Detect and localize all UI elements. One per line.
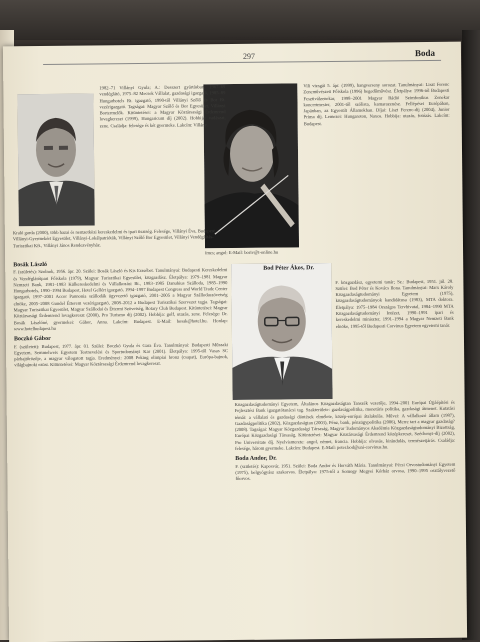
- desk-background: [0, 0, 480, 40]
- photo-caption-middle: ímes; angol: E-Mail: boriv@t-online.hu: [205, 249, 301, 255]
- text-column-right: [233, 260, 457, 634]
- photo-caption-left: Kraló garda (2000), több hazai és nemzetközi kereskedelmi és ipari tisztség. Felesége, Villányi Éva, Budapest ... Villányi-Gyermekért Egyesület, Villányi-Lokálpatrióták, Villányi Szőlő Bor Egyesület, Villányi Vendéglátás-Turisztikai Kft., Villányi János Rendezvényház.: [13, 228, 223, 249]
- entry-text: F. közgazdász, egyetemi tanár; Sz.: Budapest, 1951. júl. 28. Szülei: Bod Péter és Kovács Ilona. Tanulmányai: Marx Károly Közgazdaságtudományi Egyetem (1975), közgazdaságtudományok kandidátusa (1983), MTA doktora. Életpálya: 1975–1984 Országos Tervhivatal, 1984–1990 MTA Közgazdaságtudományi Intézet, 1990–1991 ipari és kereskedelmi miniszter, 1991–1994 a Magyar Nemzeti Bank elnöke, 1995-től Budapesti Corvinus Egyetem egyetemi tanár.: [335, 278, 454, 330]
- entry-text: F. (született): Budapest, 1977. ápr. 01. Szülei: Boczkó Gyula és Gara Éva. Tanulmányai: Budapesti Műszaki Egyetem, Semmelweis Egyetem Testnevelési és Sportudományi Kar (2001). Életpálya: 1995-től Vasas SC párbajtőrözője, a magyar válogatott tagja. Eredményei: 2008 Peking olimpiai bronz (csapat), Európa-bajnok, világbajnoki ezüst. Kitüntetései: Magyar Köztársasági Érdemrend lovagkereszt.: [14, 342, 228, 369]
- portrait-photo-1: [17, 93, 94, 226]
- entry-text: 1982–71 Villányi Gyula; A.: Desszert gyártásban, 1967–69 vendéglátó, 1975–82 Mecsek Vállalat, gazdasági igazgató, 1985–89 Hungarhotels Rt. igazgató, 1990-től Villányi Szőlő és Bor Rt. vezérigazgató. Tagságai: Magyar Szőlő és Bor Egyesület, Villányi Bortermelők. Kitüntetései: a Magyar Köztársasági Érdemrend lovagkereszt (1999), Hungaricum díj (2002). Hobbija: vadászat, zene. Családja: felesége és két gyermeke. Lakcím: Villány.: [99, 84, 225, 129]
- text-column-left: [13, 256, 231, 638]
- entry-text: Vili vizsgái 5. ápr. (1999), hangverseny sorozat. Tanulmányai: Liszt Ferenc Zeneművészeti Főiskola (1996) hegedűművész. Életpálya: 1996-tól Budapesti Fesztiválzenekar, 1998–2001 Magyar Rádió Szimfonikus Zenekar koncertmester, 2001-től szólista, kamarazenész. Fellépései Európában, Japánban, az Egyesült Államokban. Díjai: Liszt Ferenc-díj (2004), Junior Prima díj. Lemezei: Hungaroton, Naxos. Hobbija: utazás, fotózás. Lakcím: Budapest.: [303, 82, 449, 128]
- entry-text: F. (születés): Szolnok, 1956. ápr. 20. Szülei: Bosák László és Kis Erzsébet. Tanulmányai: Budapesti Kereskedelmi és Vendéglátóipari Főiskola (1979), Magyar Turisztikai Egyesület, közgazdász. Életpálya: 1979–1981 Magyar Nemzeti Bank, 1981–1983 Külkereskedelmi és Vállalkozási Rt., 1983–1985 Danubius Szálloda, 1985–1990 Hungarhotels, 1990–1994 Budapest, Hotel Gellért igazgató, 1994–1997 Budapest Congress and World Trade Center igazgató, 1997–2001 Accor Pannonia szállodák ügyvezető igazgató, 2001–2005 a Magyar Szállodaszövetség elnöke, 2005–2008 Gundel Étterem vezérigazgató, 2008–2012 a Budapest Turisztikai Szervezet tagja. Tagságai: Magyar Turisztikai Egyesület, Magyar Szállodai és Éttermi Szövetség, Rotary Club Budapest. Kitüntetései: Magyar Köztársasági Érdemrend lovagkereszt (2000), Pro Turismo díj (2002). Hobbija: golf, utazás, zene. Felesége: Dr. Bosák Lászlóné, gyermekei: Gábor, Anna. Lakcím: Budapest. E-Mail: bosak@hotel.hu. Honlap: www.hotelbudapest.hu: [13, 267, 228, 332]
- entry-heading: Boczkó Gábor: [14, 334, 228, 343]
- entry-heading: Bosák László: [13, 260, 227, 269]
- text-column-top-right: [303, 82, 451, 254]
- book-page: [3, 42, 467, 642]
- entry-text: Közgazdaságtudományi Egyetem, Általános Közgazdaságtan Tanszék vezetője, 1994–2001 Európai Újjáépítési és Fejlesztési Bank igazgatótanácsi tag. Szakterülete: gazdaságpolitika, monetáris politika, gazdasági átmenet. Kutatási témái: a vállalati és gazdasági döntések elmélete, közép-európai átalakulás. Művei: A vállalkozó állam (1987), Gazdaságpolitika (2002), Közgazdaságtan (2003), Pénz, bank, pénzügypolitika (2006), Merre tart a magyar gazdaság? (2008). Tagságai: Magyar Közgazdasági Társaság, Magyar Tudományos Akadémia Közgazdaságtudományi Bizottság, Európai Közgazdasági Társaság. Kitüntetései: Magyar Köztársasági Érdemrend középkereszt, Széchenyi-díj (2002), Pro Universitate díj. Nyelvismerete: angol, német, francia. Hobbija: olvasás, kirándulás, természetjárás. Családja: felesége, három gyermeke. Lakcím: Budapest. E-Mail: peter.bod@uni-corvinus.hu.: [235, 400, 456, 453]
- entry-heading: Boda Andor, Dr.: [235, 454, 455, 463]
- entry-heading-bod: Bod Péter Ákos, Dr.: [263, 265, 314, 272]
- page-number: 297: [243, 52, 255, 61]
- running-title: Boda: [415, 48, 435, 58]
- entry-text: F. (születés): Kaposvár, 1951. Szülei: Boda Andor és Horváth Mária. Tanulmányai: Pécsi Orvostudományi Egyetem (1975), belgyógyász szakorvos. Életpálya: 1975-től a Somogy Megyei Kórház orvosa, 1990–1995 osztályvezető főorvos.: [235, 461, 455, 482]
